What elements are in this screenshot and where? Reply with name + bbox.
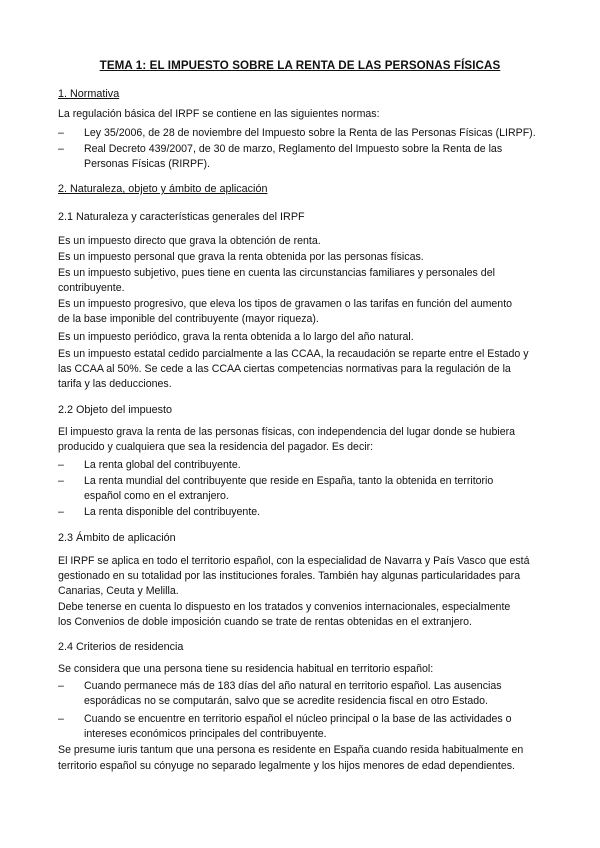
paragraph: La regulación básica del IRPF se contiene en las siguientes normas:: [58, 108, 380, 120]
paragraph-line: territorio español su cónyuge no separado legalmente y los hijos menores de edad dependientes.: [58, 760, 516, 772]
paragraph-line: Es un impuesto estatal cedido parcialmente a las CCAA, la recaudación se reparte entre el Estado y: [58, 348, 529, 360]
paragraph: Se considera que una persona tiene su residencia habitual en territorio español:: [58, 663, 434, 675]
list-dash: –: [58, 475, 64, 487]
list-item-text: La renta global del contribuyente.: [84, 459, 241, 471]
paragraph-line: Debe tenerse en cuenta lo dispuesto en los tratados y convenios internacionales, especialmente: [58, 601, 511, 613]
paragraph-line: Se presume iuris tantum que una persona es residente en España cuando resida habitualmente en: [58, 744, 524, 756]
paragraph-line: Es un impuesto periódico, grava la renta obtenida a lo largo del año natural.: [58, 331, 414, 343]
paragraph-line: los Convenios de doble imposición cuando se trate de rentas obtenidas en el extranjero.: [58, 616, 473, 628]
section-heading-naturaleza: 2. Naturaleza, objeto y ámbito de aplicación: [58, 183, 268, 195]
paragraph-line: Es un impuesto subjetivo, pues tiene en cuenta las circunstancias familiares y personales del: [58, 267, 495, 279]
list-dash: –: [58, 143, 64, 155]
paragraph-line: producido y cualquiera que sea la residencia del pagador. Es decir:: [58, 441, 374, 453]
subsection-heading-2-2: 2.2 Objeto del impuesto: [58, 404, 173, 416]
paragraph-line: Es un impuesto progresivo, que eleva los tipos de gravamen o las tarifas en función del aumento: [58, 298, 513, 310]
paragraph-line: tarifa y las deducciones.: [58, 378, 172, 390]
paragraph-line: Es un impuesto directo que grava la obtención de renta.: [58, 235, 321, 247]
paragraph-line: Es un impuesto personal que grava la renta obtenida por las personas físicas.: [58, 251, 424, 263]
section-heading-normativa: 1. Normativa: [58, 88, 120, 100]
subsection-heading-2-1: 2.1 Naturaleza y características generales del IRPF: [58, 211, 305, 223]
list-dash: –: [58, 506, 64, 518]
paragraph-line: de la base imponible del contribuyente (mayor riqueza).: [58, 313, 319, 325]
list-dash: –: [58, 713, 64, 725]
list-dash: –: [58, 680, 64, 692]
subsection-heading-2-4: 2.4 Criterios de residencia: [58, 641, 184, 653]
subsection-heading-2-3: 2.3 Ámbito de aplicación: [58, 532, 176, 544]
list-item-text: Cuando permanece más de 183 días del año natural en territorio español. Las ausencias: [84, 680, 502, 692]
list-item-text: La renta mundial del contribuyente que reside en España, tanto la obtenida en territorio: [84, 475, 494, 487]
paragraph-line: El impuesto grava la renta de las personas físicas, con independencia del lugar donde se hubiera: [58, 426, 516, 438]
list-item-text: español como en el extranjero.: [84, 490, 229, 502]
list-dash: –: [58, 459, 64, 471]
list-item-text: Ley 35/2006, de 28 de noviembre del Impuesto sobre la Renta de las Personas Físicas (LIRPF).: [84, 127, 536, 139]
list-item-text: La renta disponible del contribuyente.: [84, 506, 261, 518]
list-item-text: Real Decreto 439/2007, de 30 de marzo, Reglamento del Impuesto sobre la Renta de las: [84, 143, 503, 155]
list-item-text: intereses económicos principales del contribuyente.: [84, 728, 327, 740]
paragraph-line: El IRPF se aplica en todo el territorio español, con la especialidad de Navarra y País Vasco que está: [58, 555, 530, 567]
list-item-text: esporádicas no se computarán, salvo que se acredite residencia fiscal en otro Estado.: [84, 695, 488, 707]
paragraph-line: Canarias, Ceuta y Melilla.: [58, 585, 179, 597]
paragraph-line: las CCAA al 50%. Se cede a las CCAA ciertas competencias normativas para la regulación de la: [58, 363, 511, 375]
list-item-text: Cuando se encuentre en territorio español el núcleo principal o la base de las actividades o: [84, 713, 512, 725]
list-item-text: Personas Físicas (RIRPF).: [84, 158, 210, 170]
paragraph-line: contribuyente.: [58, 282, 125, 294]
list-dash: –: [58, 127, 64, 139]
paragraph-line: gestionado en su totalidad por las instituciones forales. También hay algunas particularidades para: [58, 570, 521, 582]
document-title: TEMA 1: EL IMPUESTO SOBRE LA RENTA DE LAS PERSONAS FÍSICAS: [99, 59, 501, 72]
